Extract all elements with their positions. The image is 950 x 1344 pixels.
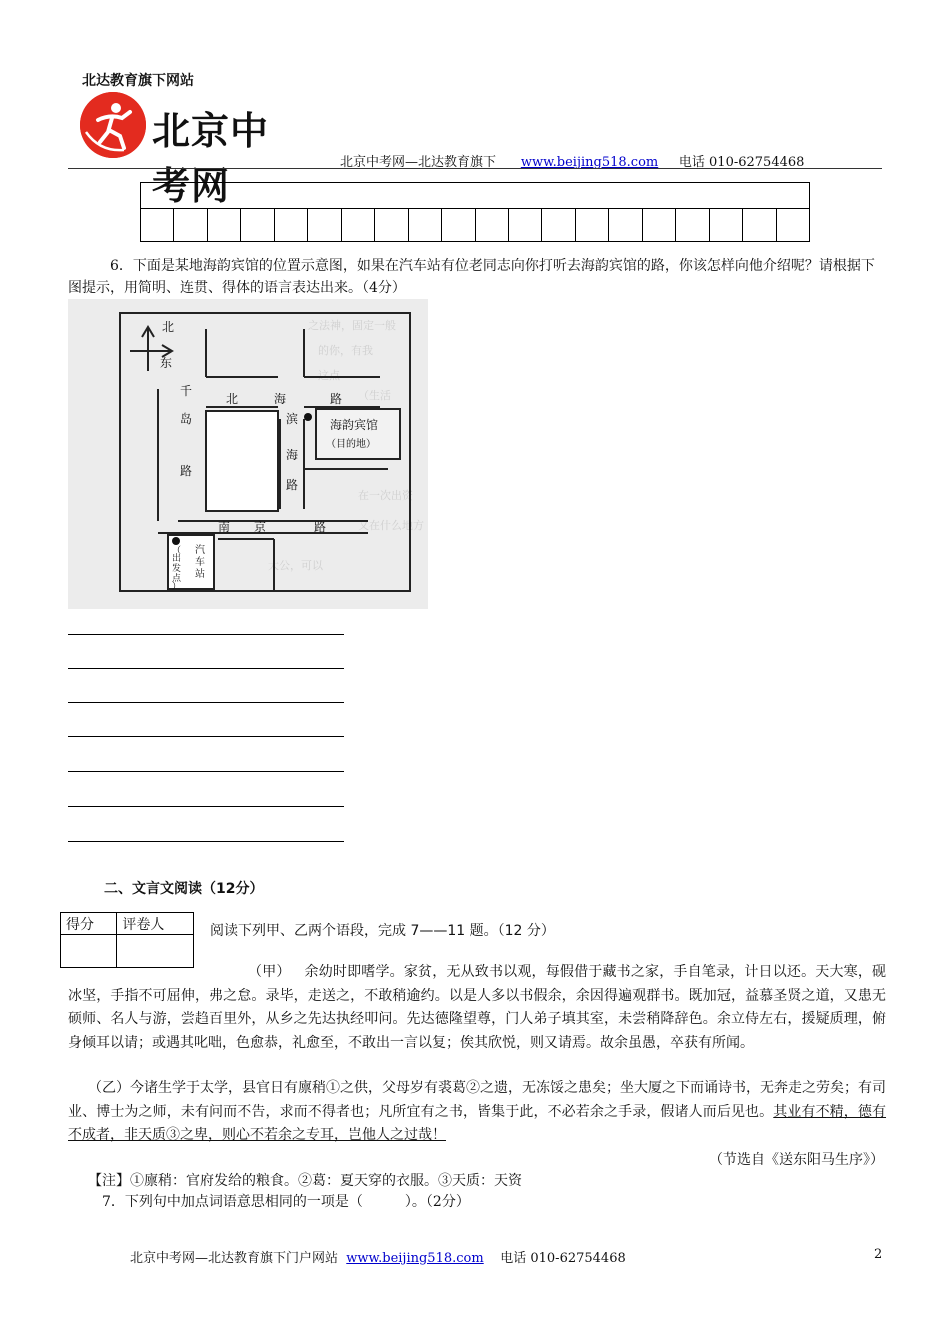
footer-site: 北京中考网—北达教育旗下门户网站 <box>130 1251 339 1266</box>
svg-text:这点: 这点 <box>318 369 340 382</box>
map-beihai-2: 海 <box>274 392 287 406</box>
map-east-label: 东 <box>160 356 173 370</box>
svg-text:（生活: （生活 <box>358 389 391 402</box>
map-qiandao-1: 千 <box>180 384 193 398</box>
map-beihai-1: 北 <box>226 392 239 406</box>
passage-jia-label: （甲） <box>248 964 291 980</box>
map-hotel-sub: （目的地） <box>326 439 376 450</box>
map-nanjing-3: 路 <box>314 520 327 534</box>
svg-text:大公，可以: 大公，可以 <box>268 559 323 572</box>
map-binhai-1: 滨 <box>286 412 299 426</box>
answer-line[interactable] <box>68 806 344 807</box>
passage-jia <box>68 961 886 1055</box>
answer-grid-cells <box>141 209 809 242</box>
answer-line[interactable] <box>68 841 344 842</box>
score-label: 得分 <box>61 913 117 935</box>
map-bus-2: 车 <box>195 557 205 568</box>
passage-jia-text: 余幼时即嗜学。家贫，无从致书以观，每假借于藏书之家，手自笔录，计日以还。天大寒，砚冰坚，手指不可屈伸，弗之怠。录毕，走送之，不敢稍逾约。以是人多以书假余，余因得遍观群书。既加冠，益慕圣贤之道，又患无硕师、名人与游，尝趋百里外，从乡之先达执经叩问。先达德隆望尊，门人弟子填其室，未尝稍降辞色。余立侍左右，援疑质理，俯身倾耳以请；或遇其叱咄，色愈恭，礼愈至，不敢出一言以复；俟其欣悦，则又请焉。故余虽愚，卒获有所闻。 <box>68 964 887 1051</box>
site-logo[interactable] <box>80 88 302 208</box>
map-bus-3: 站 <box>195 569 205 580</box>
footer-phone: 电话 010-62754468 <box>500 1251 626 1266</box>
reviewer-label: 评卷人 <box>117 913 194 935</box>
reading-instruction: 阅读下列甲、乙两个语段，完成 7——11 题。（12 分） <box>210 923 555 939</box>
header-site-name: 北京中考网—北达教育旗下 <box>340 155 497 170</box>
map-qiandao-3: 路 <box>180 464 193 478</box>
map-hotel-name: 海韵宾馆 <box>330 418 379 432</box>
map-bus-1: 汽 <box>195 545 205 556</box>
question-6-text: 6．下面是某地海韵宾馆的位置示意图，如果在汽车站有位老同志向你打听去海韵宾馆的路，你该怎样向他介绍呢？请根据下图提示，用简明、连贯、得体的语言表达出来。（4分） <box>68 258 875 296</box>
logo-runner-icon <box>80 92 146 158</box>
answer-line[interactable] <box>68 771 344 772</box>
passage-yi-underlined: 其业有不精，德有不成者，非天质③之卑，则心不若余之专耳，岂他人之过哉！ <box>68 1103 887 1143</box>
map-nanjing-1: 南 <box>218 520 231 534</box>
answer-line[interactable] <box>68 634 344 635</box>
header-url-link[interactable]: www.beijing518.com <box>520 155 659 170</box>
map-start-2: 出 <box>172 554 182 564</box>
brand-tagline: 北达教育旗下网站 <box>82 73 194 89</box>
hotel-location-map <box>68 299 428 609</box>
map-start-3: 发 <box>172 564 182 574</box>
svg-text:在一次出资: 在一次出资 <box>358 489 413 502</box>
answer-line[interactable] <box>68 668 344 669</box>
svg-text:的你，有我: 的你，有我 <box>318 344 373 357</box>
answer-line[interactable] <box>68 736 344 737</box>
map-binhai-2: 海 <box>286 448 299 462</box>
footer-url-link[interactable]: www.beijing518.com <box>346 1251 484 1266</box>
answer-line[interactable] <box>68 702 344 703</box>
map-start-4: 点 <box>172 574 182 584</box>
map-nanjing-2: 京 <box>254 520 267 534</box>
svg-text:之法神，固定一般: 之法神，固定一般 <box>308 319 396 332</box>
footer-info <box>130 1247 626 1266</box>
map-start-5: ） <box>172 582 182 592</box>
map-start-1: （ <box>172 546 182 556</box>
header-divider <box>68 168 882 169</box>
map-north-label: 北 <box>162 320 175 334</box>
answer-grid-top-row <box>141 183 809 209</box>
section-title: 二、文言文阅读（12分） <box>104 881 264 897</box>
map-binhai-3: 路 <box>286 478 299 492</box>
passage-yi-text: （乙）今诸生学于太学，县官日有廪稍①之供，父母岁有裘葛②之遗，无冻馁之患矣；坐大厦之下而诵诗书，无奔走之劳矣；有司业、博士为之师，未有问而不告，求而不得者也；凡所宜有之书，皆集于此，不必若余之手录，假诸人而后见也。 <box>68 1080 886 1120</box>
page-number: 2 <box>874 1247 883 1262</box>
header-phone: 电话 010-62754468 <box>678 155 805 170</box>
annotation-note: 【注】①廪稍：官府发给的粮食。②葛：夏天穿的衣服。③天质：天资 <box>88 1173 522 1189</box>
passage-yi <box>68 1077 886 1148</box>
svg-text:又在什么地方: 又在什么地方 <box>358 519 424 532</box>
score-table <box>60 912 194 968</box>
answer-grid <box>140 182 810 242</box>
passage-source: （节选自《送东阳马生序》） <box>709 1152 884 1168</box>
question-7-text: 7．下列句中加点词语意思相同的一项是（ ）。（2分） <box>102 1194 470 1210</box>
map-qiandao-2: 岛 <box>180 412 193 426</box>
logo-text: 北京中考网 <box>152 109 270 208</box>
map-beihai-3: 路 <box>330 392 343 406</box>
